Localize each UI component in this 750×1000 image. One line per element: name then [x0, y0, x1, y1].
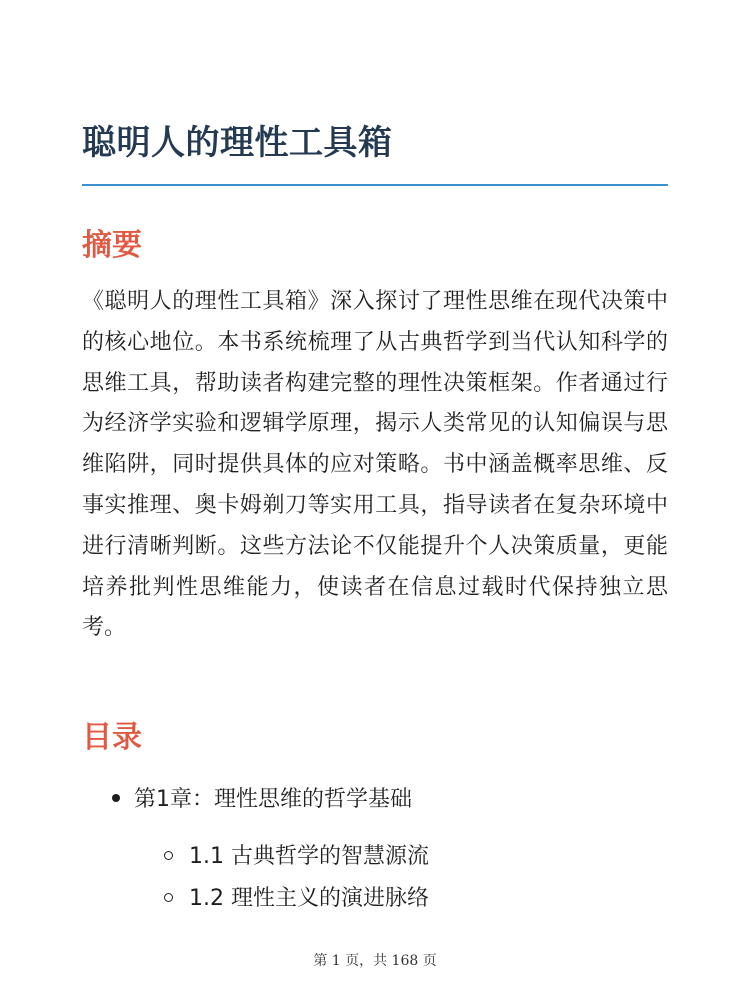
bullet-circle-icon — [164, 851, 173, 860]
toc-section-item — [164, 839, 429, 870]
document-page — [82, 0, 668, 1000]
toc-section-label: 1.2 理性主义的演进脉络 — [189, 886, 429, 911]
abstract-heading: 摘要 — [82, 228, 142, 263]
toc-list — [82, 0, 668, 1000]
abstract-paragraph: 《聪明人的理性工具箱》深入探讨了理性思维在现代决策中的核心地位。本书系统梳理了从古典哲学到当代认知科学的思维工具，帮助读者构建完整的理性决策框架。作者通过行为经济学实验和逻辑学原理，揭示人类常见的认知偏误与思维陷阱，同时提供具体的应对策略。书中涵盖概率思维、反事实推理、奥卡姆剃刀等实用工具，指导读者在复杂环境中进行清晰判断。这些方法论不仅能提升个人决策质量，更能培养批判性思维能力，使读者在信息过载时代保持独立思考。 — [82, 289, 668, 641]
toc-section-label: 1.1 古典哲学的智慧源流 — [189, 844, 429, 869]
toc-chapter-item — [112, 782, 412, 813]
page-number-footer: 第 1 页，共 168 页 — [313, 953, 437, 969]
toc-section-item — [164, 881, 429, 912]
bullet-disc-icon — [112, 794, 120, 802]
bullet-circle-icon — [164, 893, 173, 902]
toc-heading: 目录 — [82, 720, 142, 755]
document-title: 聪明人的理性工具箱 — [82, 123, 393, 163]
toc-chapter-label: 第1章：理性思维的哲学基础 — [134, 787, 412, 812]
